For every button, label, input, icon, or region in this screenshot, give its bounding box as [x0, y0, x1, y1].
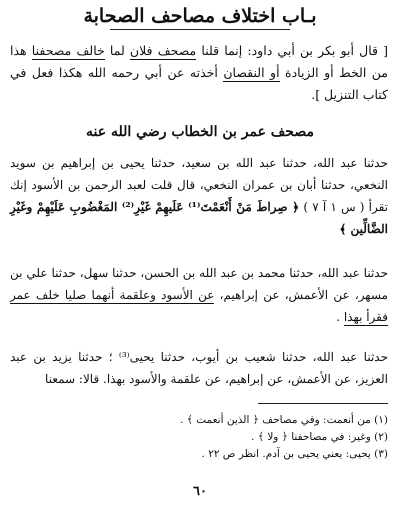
narration-paragraph-3: [10, 346, 388, 390]
narration-paragraph-1: [10, 152, 388, 240]
intro-text-mid-2: هذا من الخط أو الزيادة: [10, 43, 388, 80]
footnote-2: (٢) وغير: في مصاحفنا ﴿ ولا ﴾ .: [251, 431, 388, 443]
footnote-3: (٣) يحيى: يعني يحيى بن آدم. انظر ص ٢٢ .: [201, 448, 388, 460]
narration-paragraph-2: [10, 262, 388, 328]
intro-text-mid-1: لما: [104, 43, 130, 58]
footnote-1: (١) من أنعمت: وفي مصاحف ﴿ الذين أنعمت ﴾ .: [180, 414, 388, 426]
intro-paragraph: [10, 40, 388, 106]
footnotes: [88, 412, 388, 463]
intro-underlined-1: مصحف فلان: [129, 43, 197, 58]
intro-underlined-3: أو النقصان: [223, 65, 280, 80]
title-underline: [110, 29, 290, 30]
chapter-title: بـاب اختلاف مصاحف الصحابة: [83, 5, 317, 27]
quran-quote: ﴿ صِراطَ مَنْ أَنْعَمْتَ⁽¹⁾ عَلَيهِمْ غَيْرِ⁽²⁾ المَغْضُوبِ عَلَيْهِمْ وغَيْرِ الضَّالِّين ﴾: [10, 200, 388, 236]
narration-2-text: حدثنا عبد الله، حدثنا محمد بن عبد الله بن الحسن، حدثنا سهل، حدثنا علي بن مسهر، عن الأعمش، عن إبراهيم،: [10, 266, 388, 302]
narration-2-end: .: [336, 310, 344, 324]
intro-underlined-2: خالف مصحفنا: [31, 43, 105, 58]
intro-text-end: أخذته عن أبي رحمه الله هكذا فعل في كتاب التنزيل ].: [10, 65, 388, 102]
footnote-divider: [258, 403, 388, 404]
narration-3-text: حدثنا عبد الله، حدثنا شعيب بن أيوب، حدثنا يحيى⁽³⁾ ؛ حدثنا يزيد بن عبد العزيز، عن الأعمش، عن إبراهيم، عن علقمة والأسود بهذا. قالا: سمعنا: [10, 350, 388, 386]
narration-2-underlined: عن الأسود وعلقمة أنهما صليا خلف عمر فقرأ بهذا: [10, 288, 388, 324]
narration-1-text: حدثنا عبد الله، حدثنا عبد الله بن سعيد، حدثنا يحيى بن إبراهيم بن سويد النخعي، حدثنا أبان بن عمران النخعي، قال قلت لعبد الرحمن بن الأسود إنك تقرأ ( س ١ آ ٧ ): [10, 156, 388, 214]
intro-text-start: [ قال أبو بكر بن أبي داود: إنما قلنا: [196, 43, 389, 58]
section-heading: مصحف عمر بن الخطاب رضي الله عنه: [86, 124, 314, 140]
page-number: ٦٠: [193, 484, 207, 499]
